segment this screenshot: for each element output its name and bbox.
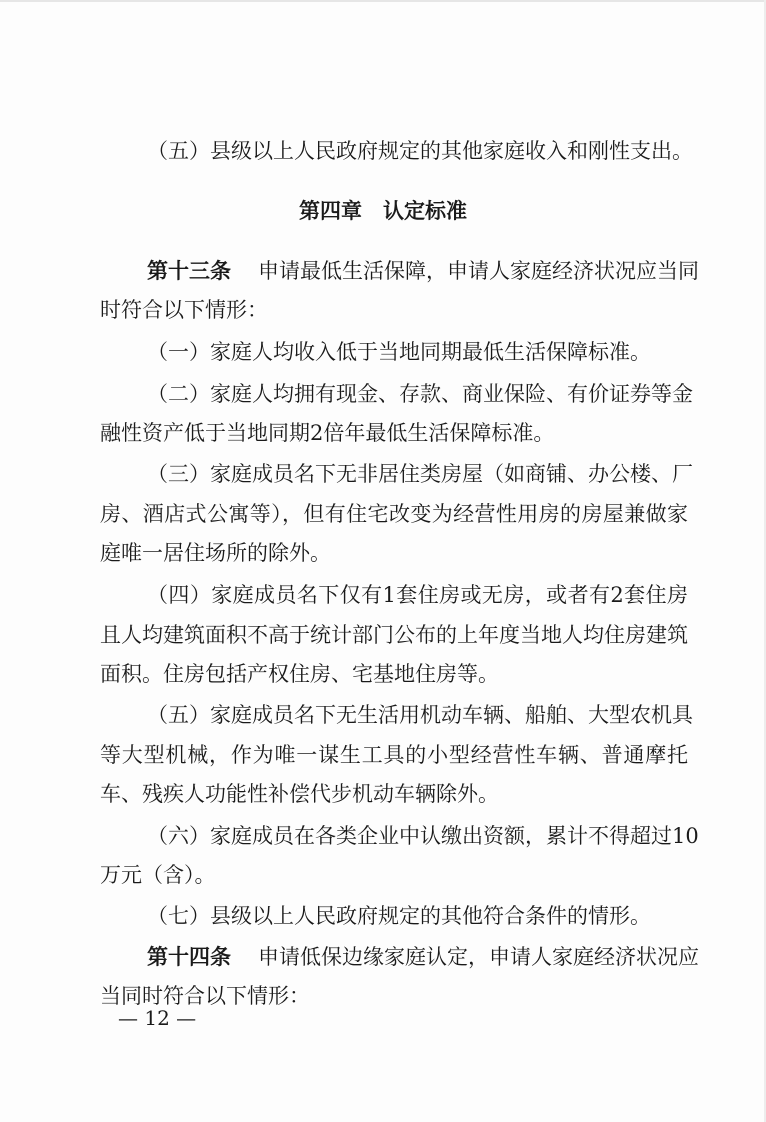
paragraph-line: （一）家庭人均收入低于当地同期最低生活保障标准。 — [147, 340, 651, 364]
article-13-first-line: 第十三条 申请最低生活保障，申请人家庭经济状况应当同 — [147, 259, 699, 283]
paragraph-line: 车、残疾人功能性补偿代步机动车辆除外。 — [100, 782, 499, 806]
paragraph-line: 且人均建筑面积不高于统计部门公布的上年度当地人均住房建筑 — [100, 623, 688, 647]
paragraph-line: （五）县级以上人民政府规定的其他家庭收入和刚性支出。 — [147, 139, 693, 163]
article-14-title: 第十四条 — [147, 945, 231, 969]
scan-top-edge — [0, 0, 766, 2]
paragraph-line: （三）家庭成员名下无非居住类房屋（如商铺、办公楼、厂 — [147, 462, 693, 486]
paragraph-line: （五）家庭成员名下无生活用机动车辆、船舶、大型农机具 — [147, 703, 693, 727]
paragraph-line: 万元（含）。 — [100, 863, 216, 887]
paragraph-line: 时符合以下情形： — [100, 298, 268, 322]
paragraph-line: （四）家庭成员名下仅有1套住房或无房，或者有2套住房 — [147, 583, 688, 607]
paragraph-line: 等大型机械，作为唯一谋生工具的小型经营性车辆、普通摩托 — [100, 743, 688, 767]
paragraph-line: （七）县级以上人民政府规定的其他符合条件的情形。 — [147, 904, 651, 928]
page-number: — 12 — — [118, 1006, 197, 1030]
paragraph-line: 当同时符合以下情形： — [100, 984, 310, 1008]
paragraph-line: （六）家庭成员在各类企业中认缴出资额，累计不得超过10 — [147, 824, 699, 848]
paragraph-line: 庭唯一居住场所的除外。 — [100, 541, 331, 565]
paragraph-line: 面积。住房包括产权住房、宅基地住房等。 — [100, 662, 499, 686]
article-14-first-line: 第十四条 申请低保边缘家庭认定，申请人家庭经济状况应 — [147, 945, 699, 969]
article-13-title: 第十三条 — [147, 259, 231, 283]
paragraph-line: 融性资产低于当地同期2倍年最低生活保障标准。 — [100, 421, 555, 445]
chapter-title: 第四章 认定标准 — [299, 199, 467, 223]
paragraph-line: （二）家庭人均拥有现金、存款、商业保险、有价证券等金 — [147, 382, 693, 406]
paragraph-line: 房、酒店式公寓等），但有住宅改变为经营性用房的房屋兼做家 — [100, 502, 688, 526]
